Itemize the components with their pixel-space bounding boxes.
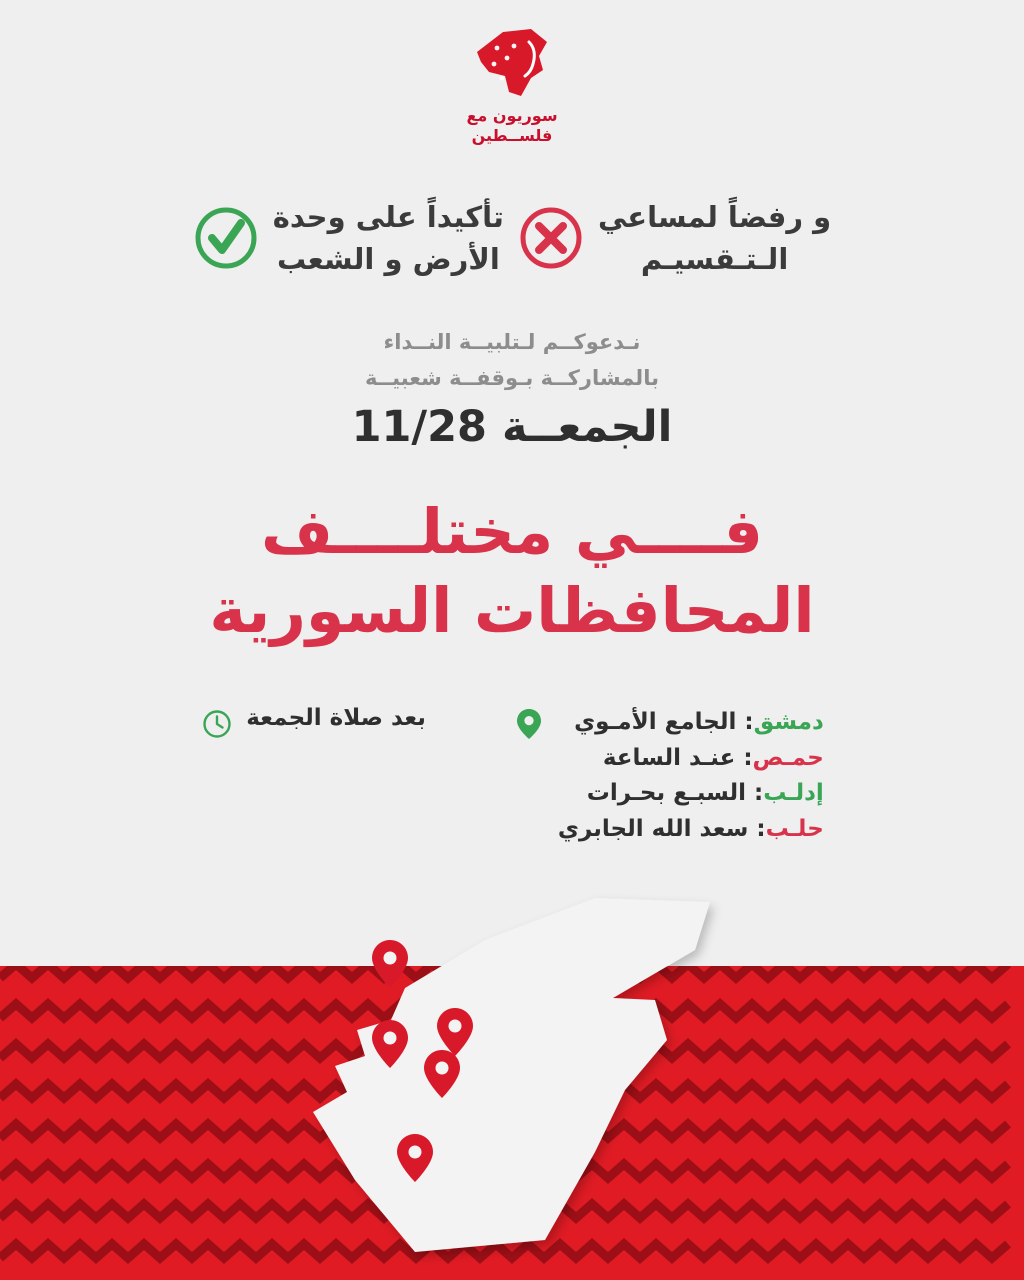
location-sep: :: [746, 780, 764, 807]
logo-text-line1: سوريون مع: [466, 106, 558, 125]
logo-block: [0, 26, 1024, 146]
location-place: سعد الله الجابري: [557, 815, 749, 842]
location-place: الجامع الأمـوي: [574, 709, 737, 735]
location-city: دمشق: [753, 709, 824, 735]
page-title: [0, 492, 1024, 651]
slogan-row: [0, 196, 1024, 280]
map-pin-icon: [512, 707, 546, 741]
slogan-right-text: تأكيداً على وحدة الأرض و الشعب: [272, 200, 504, 277]
clock-icon: [200, 707, 234, 741]
list-item: [558, 776, 824, 812]
location-sep: :: [735, 744, 753, 771]
info-section: [0, 705, 1024, 848]
logo-text-line2: فلســطين: [471, 126, 553, 145]
cross-circle-icon: [518, 205, 584, 271]
location-place: عنـد الساعة: [602, 744, 736, 771]
location-place: السبـع بحـرات: [586, 780, 747, 807]
list-item: [558, 812, 824, 848]
location-city: حلـب: [765, 815, 824, 842]
locations-group: [512, 705, 824, 848]
location-sep: :: [736, 709, 754, 735]
slogan-left-text: و رفضاً لمساعي الـتـقسيـم: [597, 200, 832, 277]
logo-text: [466, 106, 557, 146]
syria-map-icon: [469, 26, 555, 100]
bottom-section: [0, 880, 1024, 1280]
locations-list: [558, 705, 824, 848]
call-line-2: بالمشاركــة بـوقفــة شعبيــة: [365, 365, 659, 390]
check-circle-icon: [193, 205, 259, 271]
headline-line-2: المحافظات السورية: [209, 574, 815, 648]
event-time-label: بعد صلاة الجمعة: [246, 705, 426, 731]
call-line-1: نـدعوكــم لـتلبيــة النــداء: [383, 330, 641, 354]
call-block: [0, 325, 1024, 452]
list-item: [558, 741, 824, 777]
event-date: الجمعــة 11/28: [351, 402, 673, 453]
location-city: إدلـب: [763, 780, 824, 807]
headline-line-1: فــــي مختلــــف: [261, 495, 763, 568]
list-item: [558, 705, 824, 741]
location-city: حمـص: [752, 744, 824, 771]
time-group: [200, 705, 426, 741]
location-sep: :: [748, 815, 766, 842]
syria-outline-map: [295, 880, 735, 1280]
